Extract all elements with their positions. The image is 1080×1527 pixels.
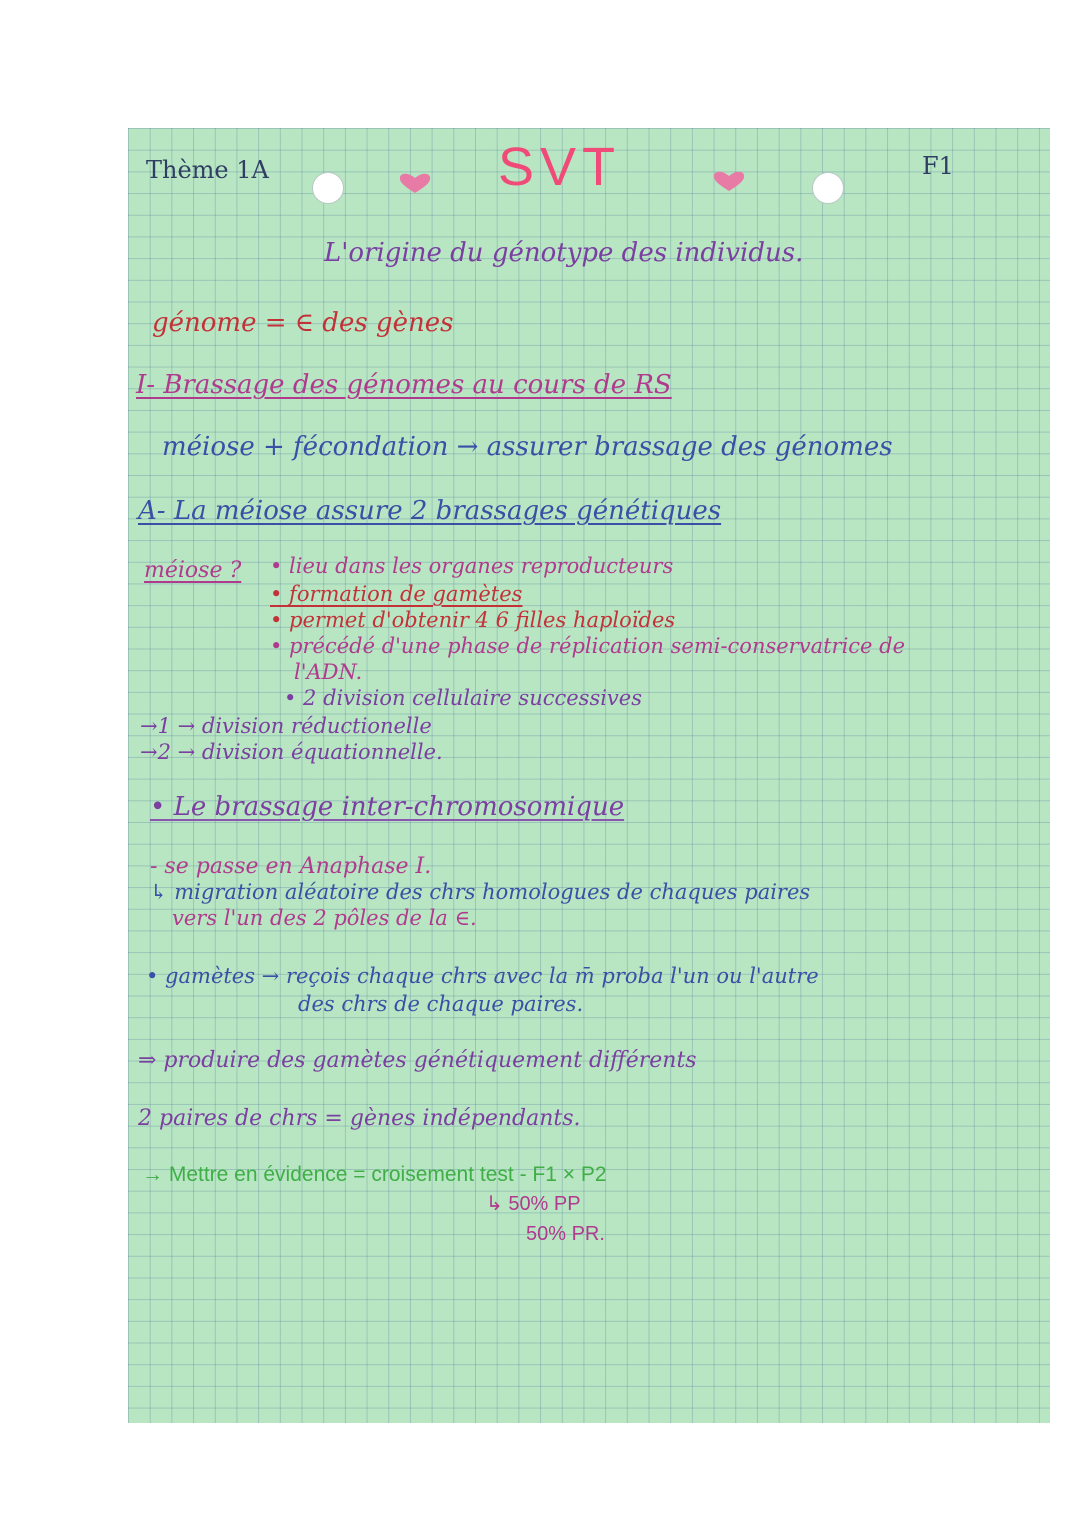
theme-label: Thème 1A (146, 156, 269, 184)
heart-icon-right (712, 170, 746, 192)
meiose-point-5: • 2 division cellulaire successives (284, 686, 643, 710)
brassage-heading: • Le brassage inter-chromosomique (150, 792, 625, 822)
gametes-line-2: des chrs de chaque paires. (298, 992, 584, 1016)
produire-line: ⇒ produire des gamètes génétiquement différents (138, 1048, 697, 1073)
subject-title: SVT (498, 137, 622, 197)
section-1-heading: I- Brassage des génomes au cours de RS (136, 370, 672, 400)
anaphase-line-3: vers l'un des 2 pôles de la ∈. (172, 906, 477, 930)
meiose-point-3: • permet d'obtenir 4 6 filles haploïdes (270, 608, 676, 632)
result-pp: ↳ 50% PP (486, 1193, 581, 1215)
heart-icon-left (398, 172, 432, 194)
result-pr: 50% PR. (526, 1223, 605, 1245)
evidence-line: → Mettre en évidence = croisement test - F1 × P2 (142, 1163, 607, 1186)
division-1: →1 → division réductionelle (140, 714, 432, 738)
sheet-number: F1 (922, 152, 954, 180)
gametes-line-1: • gamètes → reçois chaque chrs avec la m̄ proba l'un ou l'autre (146, 964, 819, 988)
division-2: →2 → division équationnelle. (140, 740, 443, 764)
paires-line: 2 paires de chrs = gènes indépendants. (138, 1106, 581, 1131)
anaphase-line-1: - se passe en Anaphase I. (150, 854, 432, 879)
subsection-a-heading: A- La méiose assure 2 brassages génétiques (138, 496, 722, 526)
punch-hole-left (312, 172, 344, 204)
meiose-point-2: • formation de gamètes (270, 582, 523, 606)
grid-paper-sheet (128, 128, 1050, 1423)
meiose-point-1: • lieu dans les organes reproducteurs (270, 554, 674, 578)
meiose-point-4-cont: l'ADN. (294, 660, 363, 684)
meiose-point-4: • précédé d'une phase de réplication semi-conservatrice de (270, 634, 906, 658)
meiose-fecondation-line: méiose + fécondation → assurer brassage des génomes (162, 432, 893, 462)
anaphase-line-2: ↳ migration aléatoire des chrs homologues de chaques paires (150, 880, 811, 904)
meiose-label: méiose ? (144, 558, 242, 583)
punch-hole-right (812, 172, 844, 204)
page-title: L'origine du génotype des individus. (324, 238, 804, 268)
genome-definition: génome = ∈ des gènes (152, 308, 454, 338)
